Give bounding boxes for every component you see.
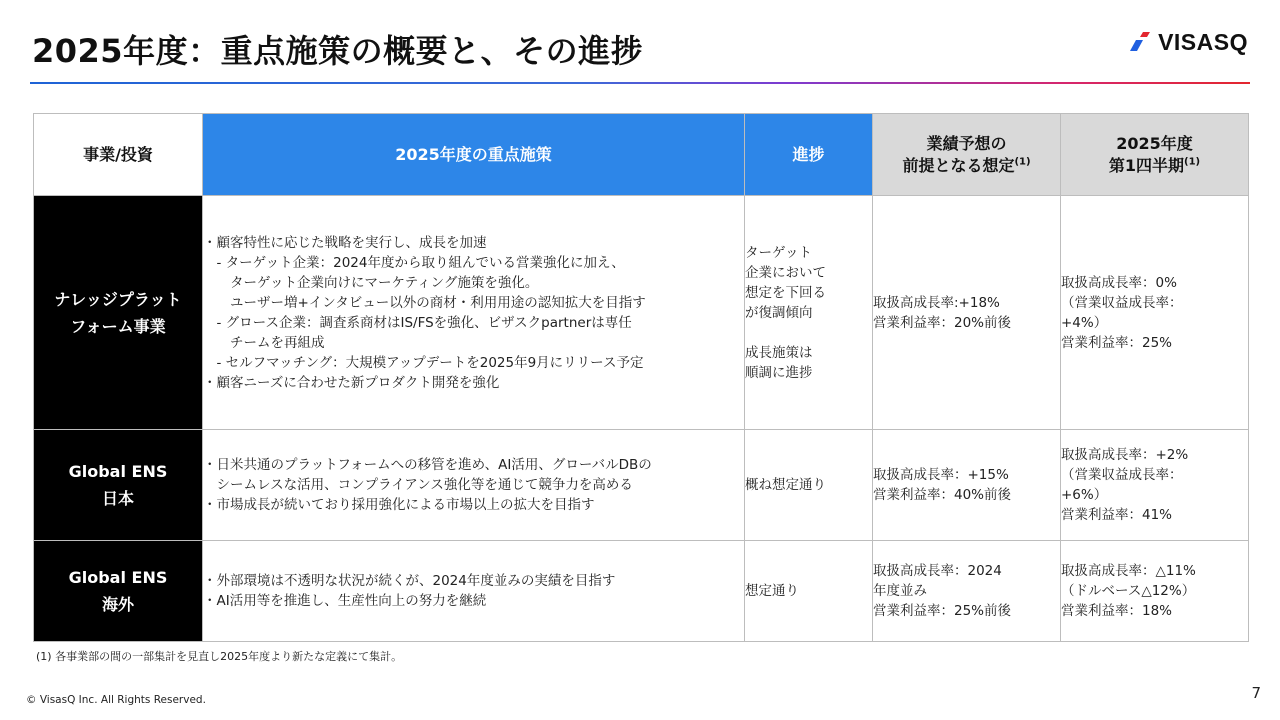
visasq-logo-icon: [1128, 31, 1152, 53]
assumption-line: 年度並み: [873, 583, 927, 599]
focus-line: ・AI活用等を推進し、生産性向上の努力を継続: [203, 593, 487, 609]
q1-line: 取扱高成長率：+2%: [1061, 447, 1189, 463]
focus-cell: [203, 196, 745, 430]
progress-line: 成長施策は: [745, 344, 813, 361]
focus-line: ・顧客ニーズに合わせた新プロダクト開発を強化: [203, 374, 500, 391]
table-row: [34, 430, 1249, 541]
q1-line: （ドルベース△12%）: [1061, 583, 1196, 599]
q1-line: 取扱高成長率：△11%: [1061, 563, 1196, 579]
q1-cell: [1061, 196, 1249, 430]
q1-line: （営業収益成長率：: [1061, 467, 1183, 483]
header-business: 事業/投資: [34, 114, 203, 196]
progress-spacer: [745, 323, 872, 343]
assumption-cell: [873, 196, 1061, 430]
header-assumption-line1: 業績予想の: [926, 133, 1007, 153]
q1-line: 営業利益率：41%: [1061, 507, 1173, 523]
focus-line: - ターゲット企業：2024年度から取り組んでいる営業強化に加え、: [203, 254, 625, 271]
focus-line: ・外部環境は不透明な状況が続くが、2024年度並みの実績を目指す: [203, 573, 616, 589]
q1-line: 取扱高成長率：0%: [1061, 274, 1177, 291]
business-name-line: 海外: [101, 595, 134, 614]
header-assumption-line2: 前提となる想定: [902, 155, 1015, 175]
visasq-logo: [1128, 30, 1248, 54]
copyright: © VisasQ Inc. All Rights Reserved.: [26, 694, 206, 706]
q1-cell: [1061, 430, 1249, 541]
progress-line: が復調傾向: [745, 304, 813, 321]
focus-line: ターゲット企業向けにマーケティング施策を強化。: [203, 274, 539, 291]
title-divider: [30, 82, 1250, 84]
focus-line: チームを再組成: [203, 334, 325, 351]
business-cell: [34, 541, 203, 642]
strategy-table: [33, 113, 1249, 642]
business-cell: [34, 196, 203, 430]
focus-line: ・顧客特性に応じた戦略を実行し、成長を加速: [203, 234, 487, 251]
assumption-line: 取扱高成長率:+18%: [873, 294, 1000, 311]
progress-line: 企業において: [745, 264, 826, 281]
progress-cell: [745, 196, 873, 430]
progress-line: 概ね想定通り: [745, 477, 826, 493]
header-focus: 2025年度の重点施策: [203, 114, 745, 196]
footnote: (1) 各事業部の間の一部集計を見直し2025年度より新たな定義にて集計。: [36, 650, 403, 663]
progress-line: ターゲット: [745, 244, 812, 261]
focus-cell: [203, 430, 745, 541]
progress-line: 想定を下回る: [745, 284, 826, 301]
logo-text: VISASQ: [1158, 28, 1248, 55]
page-title: 2025年度：重点施策の概要と、その進捗: [32, 32, 644, 70]
business-cell: [34, 430, 203, 541]
q1-line: +6%）: [1061, 487, 1108, 503]
business-name-line: フォーム事業: [70, 316, 166, 336]
q1-line: +4%）: [1061, 314, 1108, 331]
progress-line: 順調に進捗: [745, 364, 813, 381]
assumption-line: 営業利益率：25%前後: [873, 603, 1012, 619]
table-row: [34, 196, 1249, 430]
header-q1-note: (1): [1184, 156, 1201, 168]
header-assumption-note: (1): [1014, 156, 1031, 168]
focus-line: - セルフマッチング：大規模アップデートを2025年9月にリリース予定: [203, 354, 644, 371]
header-q1-line2: 第1四半期: [1108, 155, 1185, 175]
focus-line: ユーザー増+インタビュー以外の商材・利用用途の認知拡大を目指す: [203, 294, 646, 311]
business-name-line: 日本: [101, 489, 134, 508]
header-progress: 進捗: [745, 114, 873, 196]
page-number: 7: [1251, 684, 1261, 702]
business-name-line: Global ENS: [68, 462, 168, 481]
q1-line: 営業利益率：25%: [1061, 334, 1173, 351]
focus-line: ・日米共通のプラットフォームへの移管を進め、AI活用、グローバルDBの: [203, 457, 652, 473]
assumption-cell: [873, 541, 1061, 642]
focus-line: - グロース企業：調査系商材はIS/FSを強化、ビザスクpartnerは専任: [203, 314, 632, 331]
assumption-cell: [873, 430, 1061, 541]
q1-cell: [1061, 541, 1249, 642]
q1-line: （営業収益成長率：: [1061, 294, 1183, 311]
table-header-row: [34, 114, 1249, 196]
progress-cell: [745, 541, 873, 642]
table-row: [34, 541, 1249, 642]
focus-cell: [203, 541, 745, 642]
assumption-line: 取扱高成長率：+15%: [873, 467, 1009, 483]
assumption-line: 営業利益率：20%前後: [873, 314, 1012, 331]
business-name-line: Global ENS: [68, 568, 168, 587]
header-assumption: [873, 114, 1061, 196]
progress-line: 想定通り: [745, 583, 799, 599]
business-name-line: ナレッジプラット: [54, 289, 182, 309]
q1-line: 営業利益率：18%: [1061, 603, 1173, 619]
header-q1: [1061, 114, 1249, 196]
assumption-line: 取扱高成長率：2024: [873, 563, 1002, 579]
focus-line: ・市場成長が続いており採用強化による市場以上の拡大を目指す: [203, 497, 595, 513]
focus-line: シームレスな活用、コンプライアンス強化等を通じて競争力を高める: [203, 477, 633, 493]
progress-cell: [745, 430, 873, 541]
assumption-line: 営業利益率：40%前後: [873, 487, 1012, 503]
header-q1-line1: 2025年度: [1116, 133, 1193, 153]
